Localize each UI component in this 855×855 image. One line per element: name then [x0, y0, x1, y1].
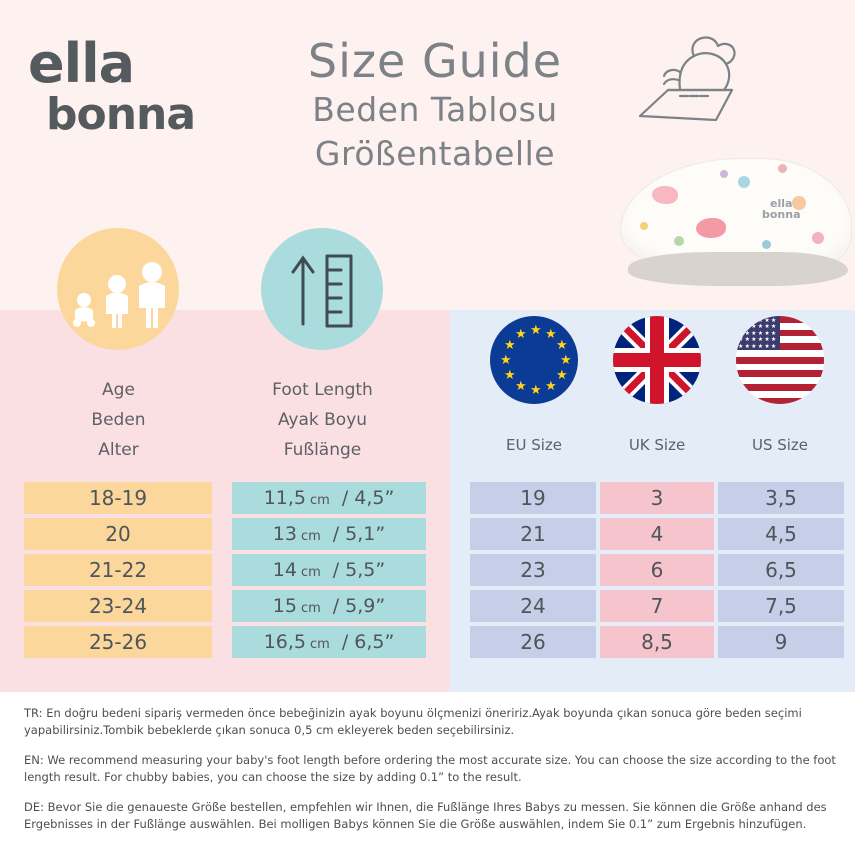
- uk-value: 7: [650, 594, 664, 618]
- foot-inch-value: 5,1”: [345, 523, 386, 545]
- family-icon: [57, 228, 179, 350]
- ruler-arrow-icon: [261, 228, 383, 350]
- table-row: [718, 626, 844, 658]
- table-row: [470, 590, 596, 622]
- age-value: 18-19: [88, 486, 148, 510]
- table-row: [470, 626, 596, 658]
- foot-separator: /: [332, 523, 340, 545]
- foot-separator: /: [341, 487, 349, 509]
- table-row: [718, 554, 844, 586]
- age-header-de: Alter: [98, 440, 139, 460]
- eu-value: 19: [520, 486, 546, 510]
- eu-size-label: EU Size: [505, 436, 562, 454]
- note-en: EN: We recommend measuring your baby's foot length before ordering the most accurate size. You can choose the size according to the foot length result. For chubby babies, you can choose the size by adding 0.1” to the result.: [24, 753, 836, 784]
- foot-separator: /: [332, 559, 340, 581]
- us-value: 9: [774, 630, 788, 654]
- foot-separator: /: [332, 595, 340, 617]
- foot-cm-value: 15: [272, 595, 297, 617]
- shoe-brand-mark: [762, 198, 801, 220]
- foot-cm-value: 13: [272, 523, 297, 545]
- page-title-tr: Beden Tablosu: [312, 90, 558, 129]
- table-row: [232, 590, 426, 622]
- foot-cm-unit: cm: [300, 529, 321, 544]
- foot-cm-unit: cm: [300, 565, 321, 580]
- foot-cm-unit: cm: [310, 637, 330, 652]
- footer-notes: [24, 705, 836, 846]
- age-value: 20: [105, 522, 131, 546]
- us-value: 7,5: [765, 594, 797, 618]
- table-row: [470, 554, 596, 586]
- table-row: [24, 482, 212, 514]
- age-value: 23-24: [88, 594, 148, 618]
- title-block: [255, 34, 615, 176]
- table-row: [24, 554, 212, 586]
- age-column-header: [40, 375, 197, 465]
- age-value: 21-22: [88, 558, 148, 582]
- age-header-en: Age: [102, 380, 135, 400]
- uk-value: 6: [650, 558, 664, 582]
- foot-inch-value: 4,5”: [354, 487, 395, 509]
- page-title: Size Guide: [307, 34, 563, 88]
- foot-length-icon-circle: [261, 228, 383, 350]
- table-row: [718, 482, 844, 514]
- note-de: DE: Bevor Sie die genaueste Größe bestellen, empfehlen wir Ihnen, die Fußlänge Ihres Babys zu messen. Sie können die Größe anhand des Ergebnisses in der Fußlänge auswählen. Bei molligen Babys können Sie die Größe auswählen, indem Sie 0.1” zum Ergebnis hinzufügen.: [24, 800, 827, 831]
- table-row: [600, 554, 714, 586]
- table-row: [24, 518, 212, 550]
- uk-value: 4: [650, 522, 664, 546]
- table-row: [24, 626, 212, 658]
- foot-cm-value: 16,5: [263, 631, 307, 653]
- age-header-tr: Beden: [91, 410, 146, 430]
- shoe-brand-line2: bonna: [762, 208, 801, 221]
- us-value: 6,5: [765, 558, 797, 582]
- foot-inch-value: 6,5”: [354, 631, 395, 653]
- table-row: [232, 482, 426, 514]
- eu-value: 21: [520, 522, 546, 546]
- table-row: [24, 590, 212, 622]
- table-row: [600, 590, 714, 622]
- foot-header-en: Foot Length: [272, 380, 373, 400]
- age-icon-circle: [57, 228, 179, 350]
- table-row: [718, 590, 844, 622]
- page-title-de: Größentabelle: [314, 134, 556, 173]
- table-row: [600, 518, 714, 550]
- foot-header-tr: Ayak Boyu: [277, 410, 368, 430]
- table-row: [232, 554, 426, 586]
- uk-value: 3: [650, 486, 664, 510]
- brand-logo: [24, 32, 234, 171]
- foot-measuring-illustration: [620, 28, 760, 152]
- shoe-brand-line1: ella: [770, 197, 793, 210]
- us-flag-icon: ★★★★★★ ★★★★★★ ★★★★★★ ★★★★★★ ★★★★★★: [736, 316, 824, 404]
- brand-logo-line2: bonna: [46, 89, 196, 140]
- table-row: [232, 518, 426, 550]
- eu-flag-icon: ★ ★ ★ ★ ★ ★ ★ ★ ★ ★ ★ ★: [490, 316, 578, 404]
- foot-column-header: [240, 375, 405, 465]
- brand-logo-line1: ella: [28, 32, 135, 95]
- uk-flag-icon: [613, 316, 701, 404]
- note-tr: TR: En doğru bedeni sipariş vermeden önce bebeğinizin ayak boyunu ölçmenizi öneririz.Ayak boyunda çıkan sonuca göre beden seçimi yapabilirsiniz.Tombik bebeklerde çıkan sonuca 0,5 cm ekleyerek beden seçebilirsiniz.: [24, 706, 802, 737]
- foot-cm-unit: cm: [300, 601, 321, 616]
- us-value: 4,5: [765, 522, 797, 546]
- table-row: [718, 518, 844, 550]
- table-row: [470, 518, 596, 550]
- eu-value: 24: [520, 594, 546, 618]
- product-shoe-image: [612, 140, 855, 305]
- foot-inch-value: 5,5”: [345, 559, 386, 581]
- table-row: [600, 626, 714, 658]
- us-size-label: US Size: [751, 436, 809, 454]
- foot-separator: /: [341, 631, 349, 653]
- foot-cm-value: 11,5: [263, 487, 307, 509]
- table-row: [470, 482, 596, 514]
- foot-inch-value: 5,9”: [345, 595, 386, 617]
- table-row: [232, 626, 426, 658]
- uk-value: 8,5: [641, 630, 673, 654]
- foot-cm-unit: cm: [310, 493, 330, 508]
- age-value: 25-26: [88, 630, 148, 654]
- table-row: [600, 482, 714, 514]
- eu-value: 26: [520, 630, 546, 654]
- foot-header-de: Fußlänge: [283, 440, 362, 460]
- foot-cm-value: 14: [272, 559, 297, 581]
- shoe-sole: [628, 252, 848, 286]
- us-value: 3,5: [765, 486, 797, 510]
- uk-size-label: UK Size: [628, 436, 686, 454]
- eu-value: 23: [520, 558, 546, 582]
